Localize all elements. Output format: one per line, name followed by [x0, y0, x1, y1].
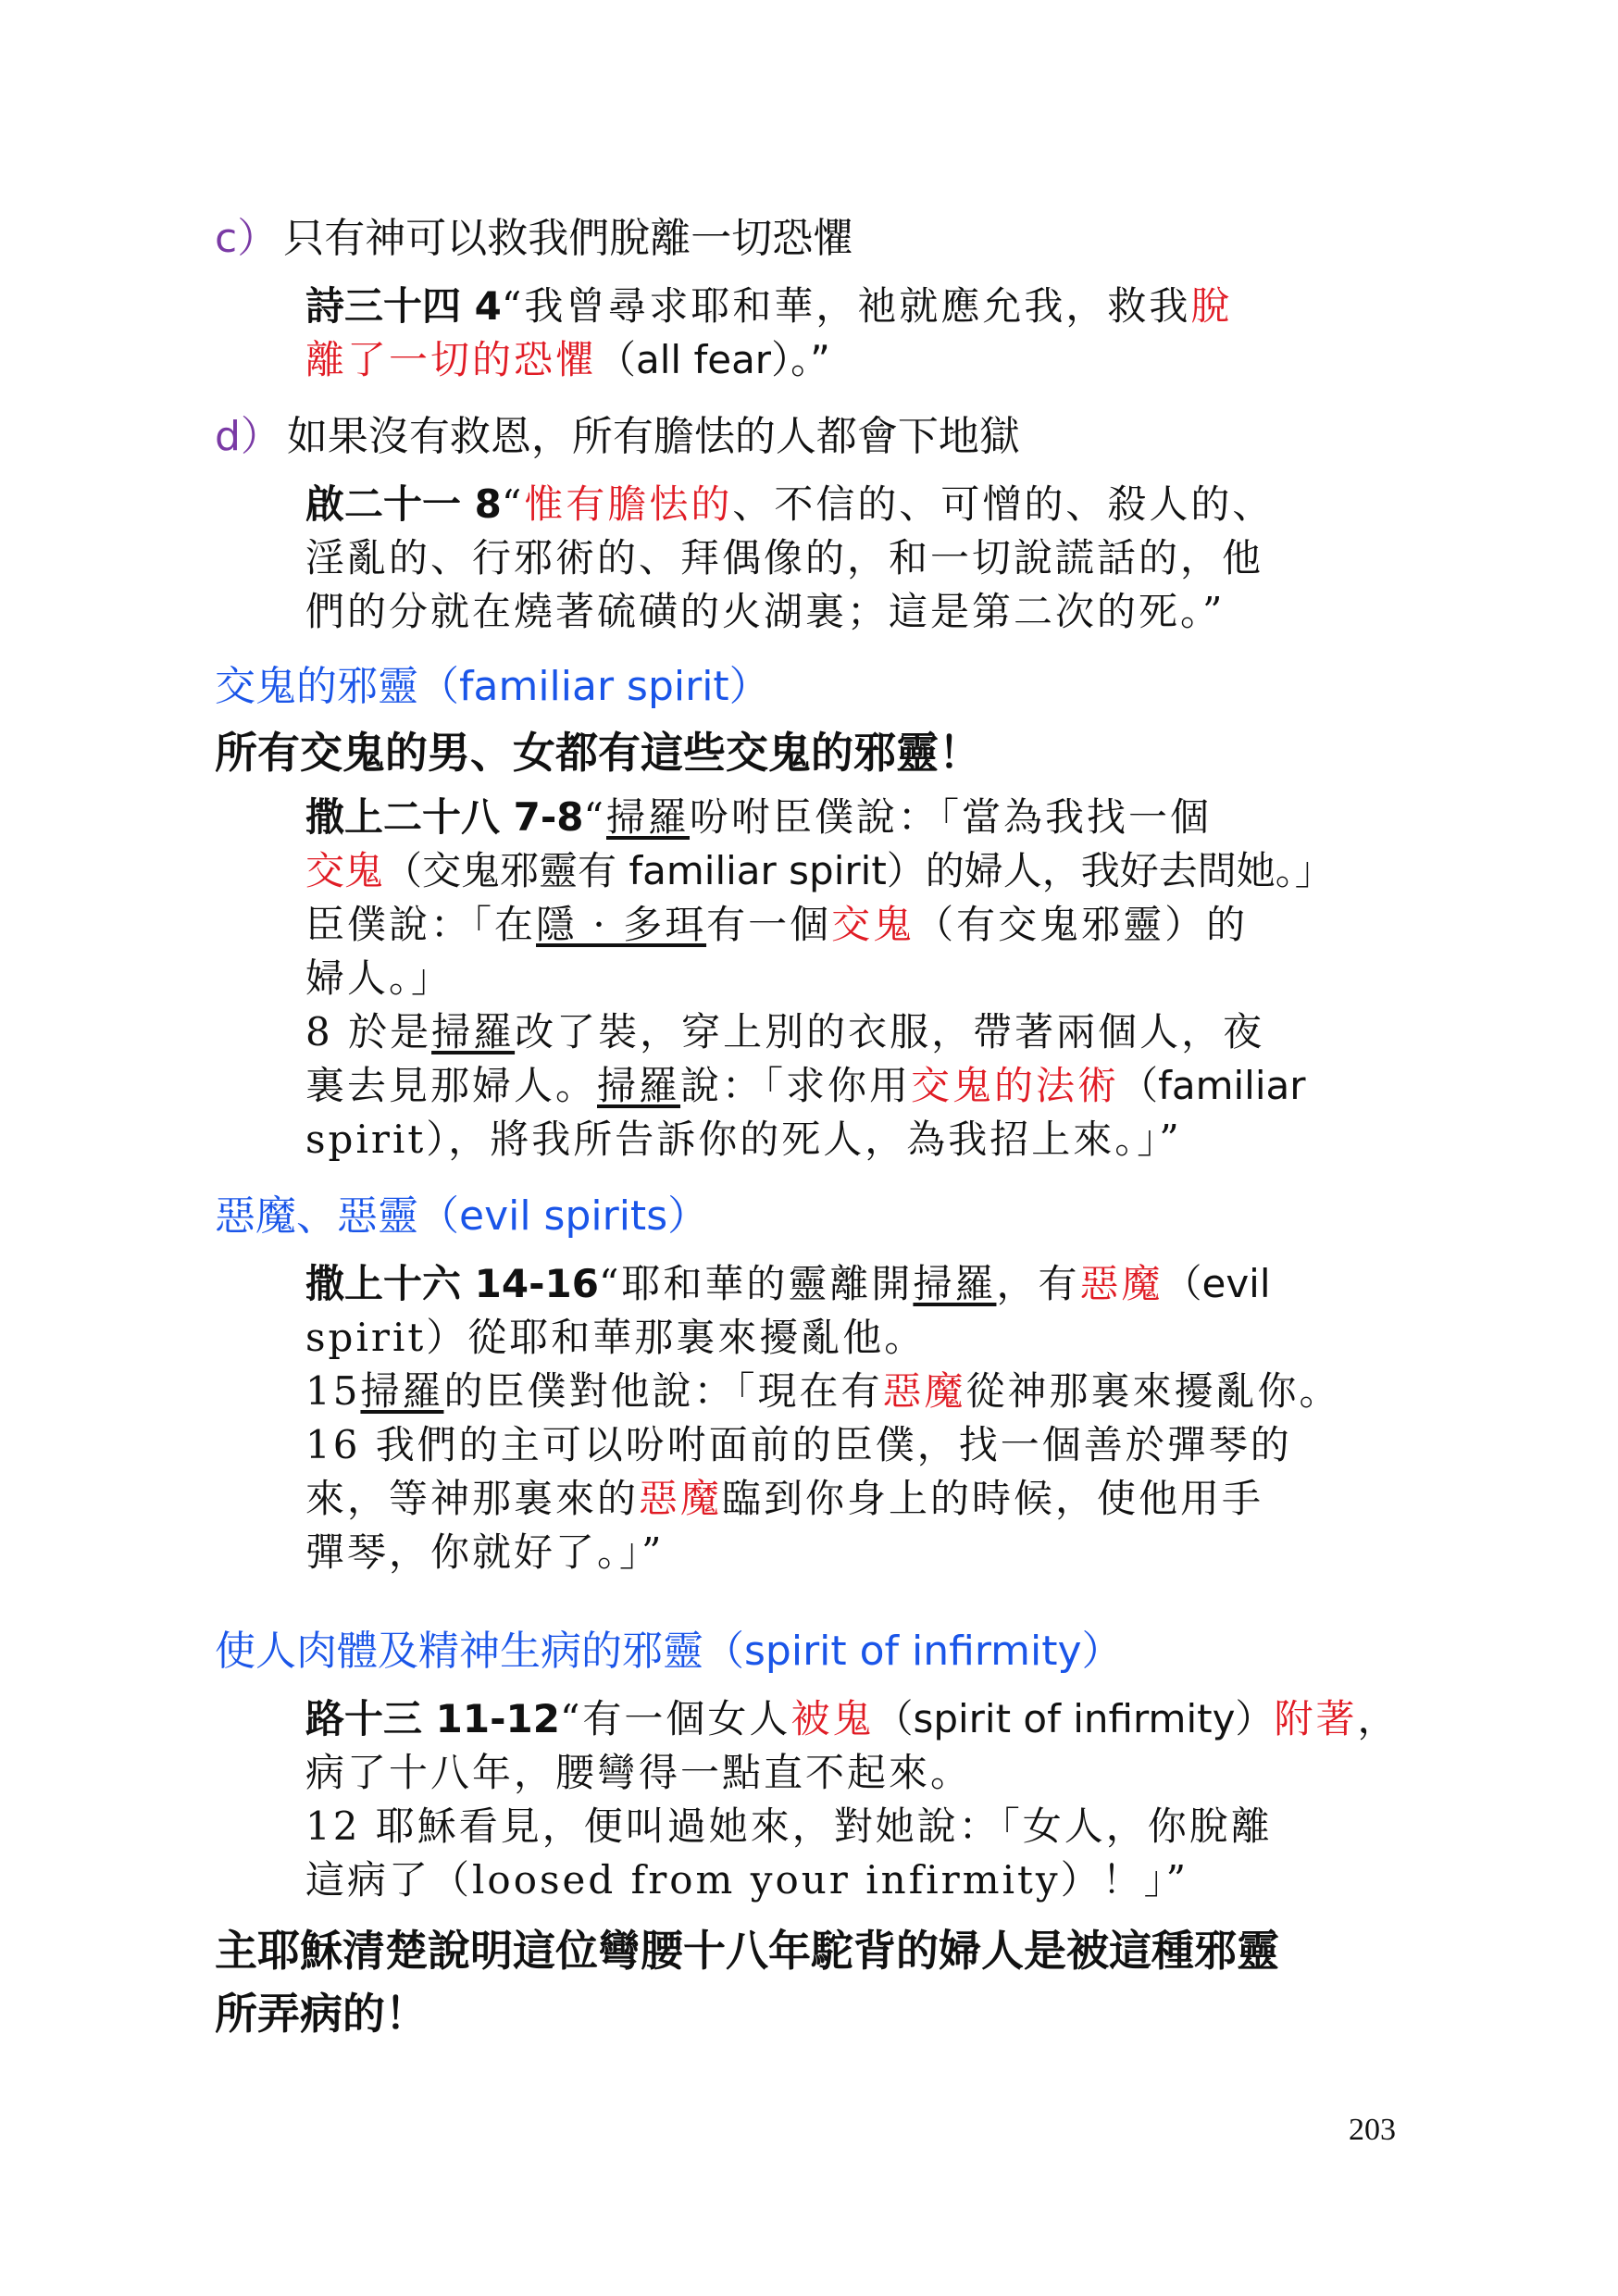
section-heading: 使人肉體及精神生病的邪靈（spirit of infirmity） — [215, 1628, 1123, 1675]
list-marker-d: d） — [215, 413, 281, 460]
highlight-text: 離了一切的恐懼 — [305, 337, 598, 382]
scripture-reference: 撒上二十八 7-8 — [305, 794, 584, 840]
verse-line: 12 耶穌看見，便叫過她來，對她說：「女人，你脫離 — [305, 1803, 1273, 1849]
verse-text: 、不信的、可憎的、殺人的、 — [732, 481, 1275, 527]
name-underlined: 掃羅 — [913, 1261, 997, 1306]
verse-line: 淫亂的、行邪術的、拜偶像的，和一切說謊話的，他 — [305, 535, 1264, 580]
verse-text: 裏去見那婦人。 — [305, 1063, 598, 1108]
verse-line: spirit）從耶和華那裏來擾亂他。 — [305, 1315, 927, 1360]
verse-text: （evil — [1163, 1261, 1271, 1306]
scripture-reference: 撒上十六 14-16 — [305, 1261, 599, 1306]
list-marker-c: c） — [215, 215, 279, 262]
scripture-reference: 詩三十四 4 — [305, 283, 502, 329]
verse-text: （有交鬼邪靈）的 — [915, 902, 1249, 947]
verse-line — [305, 1696, 1400, 1741]
verse-line: 們的分就在燒著硫磺的火湖裏；這是第二次的死。” — [305, 589, 1226, 634]
verse-line — [305, 481, 1275, 527]
verse-text: （spirit of infirmity） — [874, 1696, 1275, 1741]
verse-text: （交鬼邪靈有 familiar spirit）的婦人，我好去問她。」 — [383, 848, 1334, 893]
verse-text: 吩咐臣僕說：「當為我找一個 — [690, 794, 1213, 840]
verse-line — [305, 1009, 1265, 1054]
highlight-text: 交鬼 — [305, 848, 384, 893]
name-underlined: 掃羅 — [360, 1368, 444, 1414]
highlight-text: 惟有膽怯的 — [524, 481, 733, 527]
statement: 所有交鬼的男、女都有這些交鬼的邪靈！ — [215, 728, 981, 778]
verse-line: 病了十八年，腰彎得一點直不起來。 — [305, 1750, 973, 1795]
page-number: 203 — [1349, 2113, 1396, 2147]
verse-line — [305, 283, 1233, 329]
subheading-c-text: 只有神可以救我們脫離一切恐懼 — [283, 215, 854, 262]
verse-text: ， — [1357, 1696, 1400, 1741]
verse-line — [305, 337, 830, 382]
verse-text: 15 — [305, 1368, 361, 1414]
verse-text: 改了裝，穿上別的衣服，帶著兩個人，夜 — [515, 1009, 1265, 1054]
verse-text: 來，等神那裏來的 — [305, 1476, 640, 1521]
verse-text: 從神那裏來擾亂你。 — [965, 1368, 1341, 1414]
verse-text: “我曾尋求耶和華，祂就應允我，救我 — [501, 283, 1191, 329]
verse-text: “耶和華的靈離開 — [598, 1261, 914, 1306]
highlight-text: 交鬼 — [831, 902, 915, 947]
subheading-d-text: 如果沒有救恩，所有膽怯的人都會下地獄 — [286, 413, 1020, 460]
name-underlined: 掃羅 — [431, 1009, 516, 1054]
name-underlined: 掃羅 — [597, 1063, 681, 1108]
verse-line — [305, 1368, 1341, 1414]
verse-line: 16 我們的主可以吩咐面前的臣僕，找一個善於彈琴的 — [305, 1422, 1292, 1467]
verse-text: “有一個女人 — [559, 1696, 791, 1741]
verse-text: （all fear）。” — [597, 337, 830, 382]
subheading-d — [215, 413, 1020, 460]
verse-text: 臣僕說：「在 — [305, 902, 537, 947]
verse-line: 彈琴，你就好了。」” — [305, 1529, 665, 1575]
highlight-text: 惡魔 — [639, 1476, 723, 1521]
scripture-reference: 啟二十一 8 — [305, 481, 502, 527]
verse-text: 8 於是 — [305, 1009, 432, 1054]
verse-text: 有一個 — [706, 902, 832, 947]
conclusion-line: 主耶穌清楚說明這位彎腰十八年駝背的婦人是被這種邪靈 — [215, 1926, 1279, 1976]
subheading-c — [215, 215, 854, 262]
verse-text: “ — [583, 794, 606, 840]
verse-line — [305, 1476, 1264, 1521]
name-underlined: 掃羅 — [606, 794, 691, 840]
highlight-text: 脫 — [1190, 283, 1233, 329]
place-underlined: 隱 · 多珥 — [536, 902, 707, 947]
highlight-text: 交鬼的法術 — [911, 1063, 1120, 1108]
verse-line — [305, 902, 1249, 947]
verse-line: 這病了（loosed from your infirmity）！」” — [305, 1857, 1189, 1903]
verse-text: 說：「求你用 — [680, 1063, 912, 1108]
verse-line — [305, 1261, 1271, 1306]
highlight-text: 惡魔 — [1079, 1261, 1164, 1306]
scripture-reference: 路十三 11-12 — [305, 1696, 560, 1741]
verse-line: spirit），將我所告訴你的死人，為我招上來。」” — [305, 1117, 1182, 1162]
highlight-text: 附著 — [1274, 1696, 1358, 1741]
verse-line — [305, 1063, 1306, 1108]
highlight-text: 惡魔 — [882, 1368, 966, 1414]
verse-line — [305, 794, 1213, 840]
section-heading: 交鬼的邪靈（familiar spirit） — [215, 663, 770, 710]
verse-text: “ — [501, 481, 525, 527]
section-heading: 惡魔、惡靈（evil spirits） — [215, 1192, 709, 1240]
conclusion-line: 所弄病的！ — [215, 1989, 428, 2039]
verse-text: 的臣僕對他說：「現在有 — [443, 1368, 883, 1414]
highlight-text: 被鬼 — [790, 1696, 875, 1741]
verse-line — [305, 848, 1334, 893]
verse-text: （familiar — [1119, 1063, 1306, 1108]
verse-text: 臨到你身上的時候，使他用手 — [722, 1476, 1264, 1521]
verse-line: 婦人。」 — [305, 955, 454, 1001]
verse-text: ，有 — [996, 1261, 1080, 1306]
